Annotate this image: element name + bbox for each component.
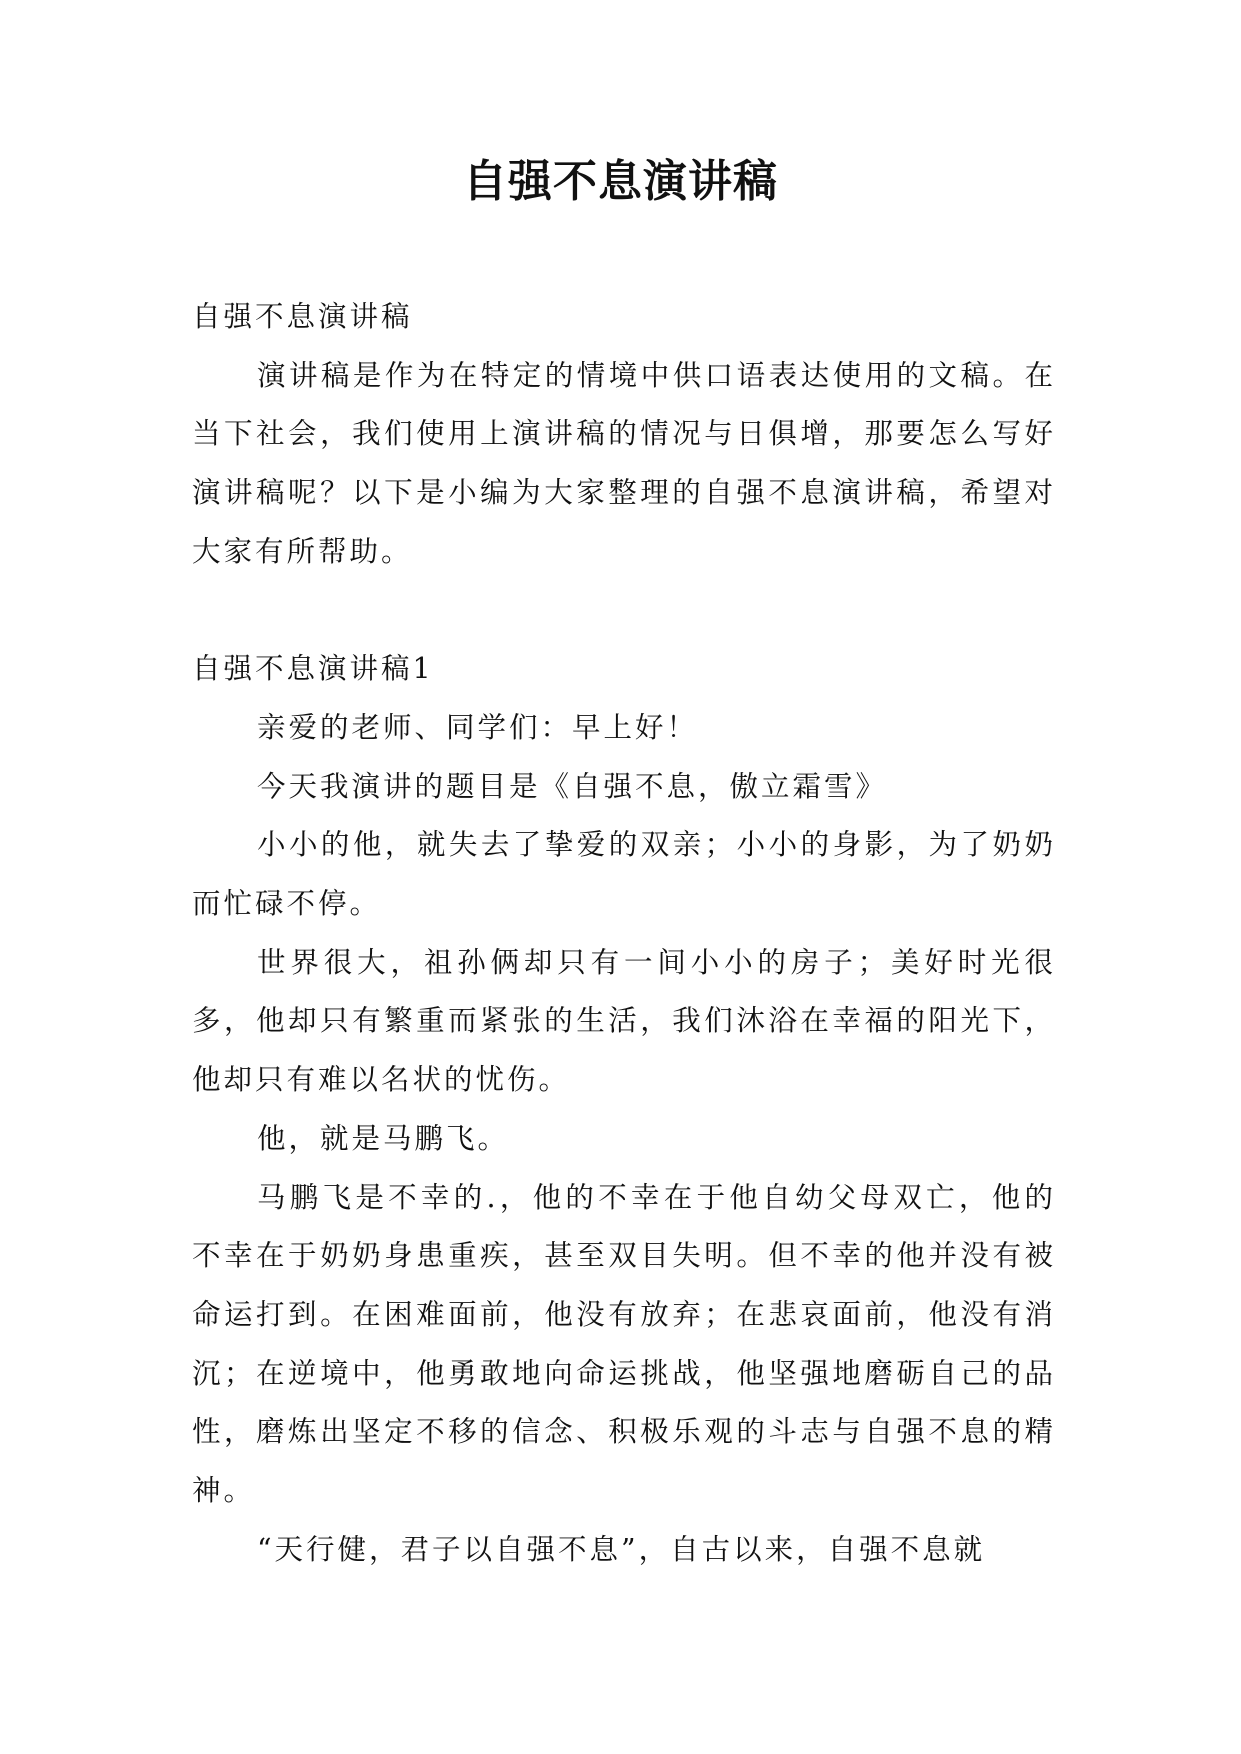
- document-body: [192, 288, 1056, 1579]
- body-paragraph: “天行健，君子以自强不息”，自古以来，自强不息就: [256, 1532, 986, 1566]
- intro-heading: 自强不息演讲稿: [192, 300, 413, 333]
- speech-topic: 今天我演讲的题目是《自强不息，傲立霜雪》: [256, 769, 887, 803]
- section-heading: 自强不息演讲稿1: [192, 652, 434, 686]
- body-paragraph: 世界很大，祖孙俩却只有一间小小的房子；美好时光很多，他却只有繁重而紧张的生活，我们沐浴在幸福的阳光下，他却只有难以名状的忧伤。: [192, 945, 1056, 1097]
- intro-paragraph: 演讲稿是作为在特定的情境中供口语表达使用的文稿。在当下社会，我们使用上演讲稿的情况与日俱增，那要怎么写好演讲稿呢？以下是小编为大家整理的自强不息演讲稿，希望对大家有所帮助。: [192, 358, 1056, 568]
- body-paragraph: 马鹏飞是不幸的.，他的不幸在于他自幼父母双亡，他的不幸在于奶奶身患重疾，甚至双目失明。但不幸的他并没有被命运打到。在困难面前，他没有放弃；在悲哀面前，他没有消沉；在逆境中，他勇敢地向命运挑战，他坚强地磨砺自己的品性，磨炼出坚定不移的信念、积极乐观的斗志与自强不息的精神。: [192, 1180, 1056, 1508]
- body-paragraph: 小小的他，就失去了挚爱的双亲；小小的身影，为了奶奶而忙碌不停。: [192, 828, 1056, 921]
- section-spacer: [192, 582, 1056, 641]
- speech-greeting: 亲爱的老师、同学们：早上好！: [256, 710, 698, 744]
- document-title: 自强不息演讲稿: [463, 156, 778, 207]
- body-paragraph: 他，就是马鹏飞。: [256, 1121, 509, 1155]
